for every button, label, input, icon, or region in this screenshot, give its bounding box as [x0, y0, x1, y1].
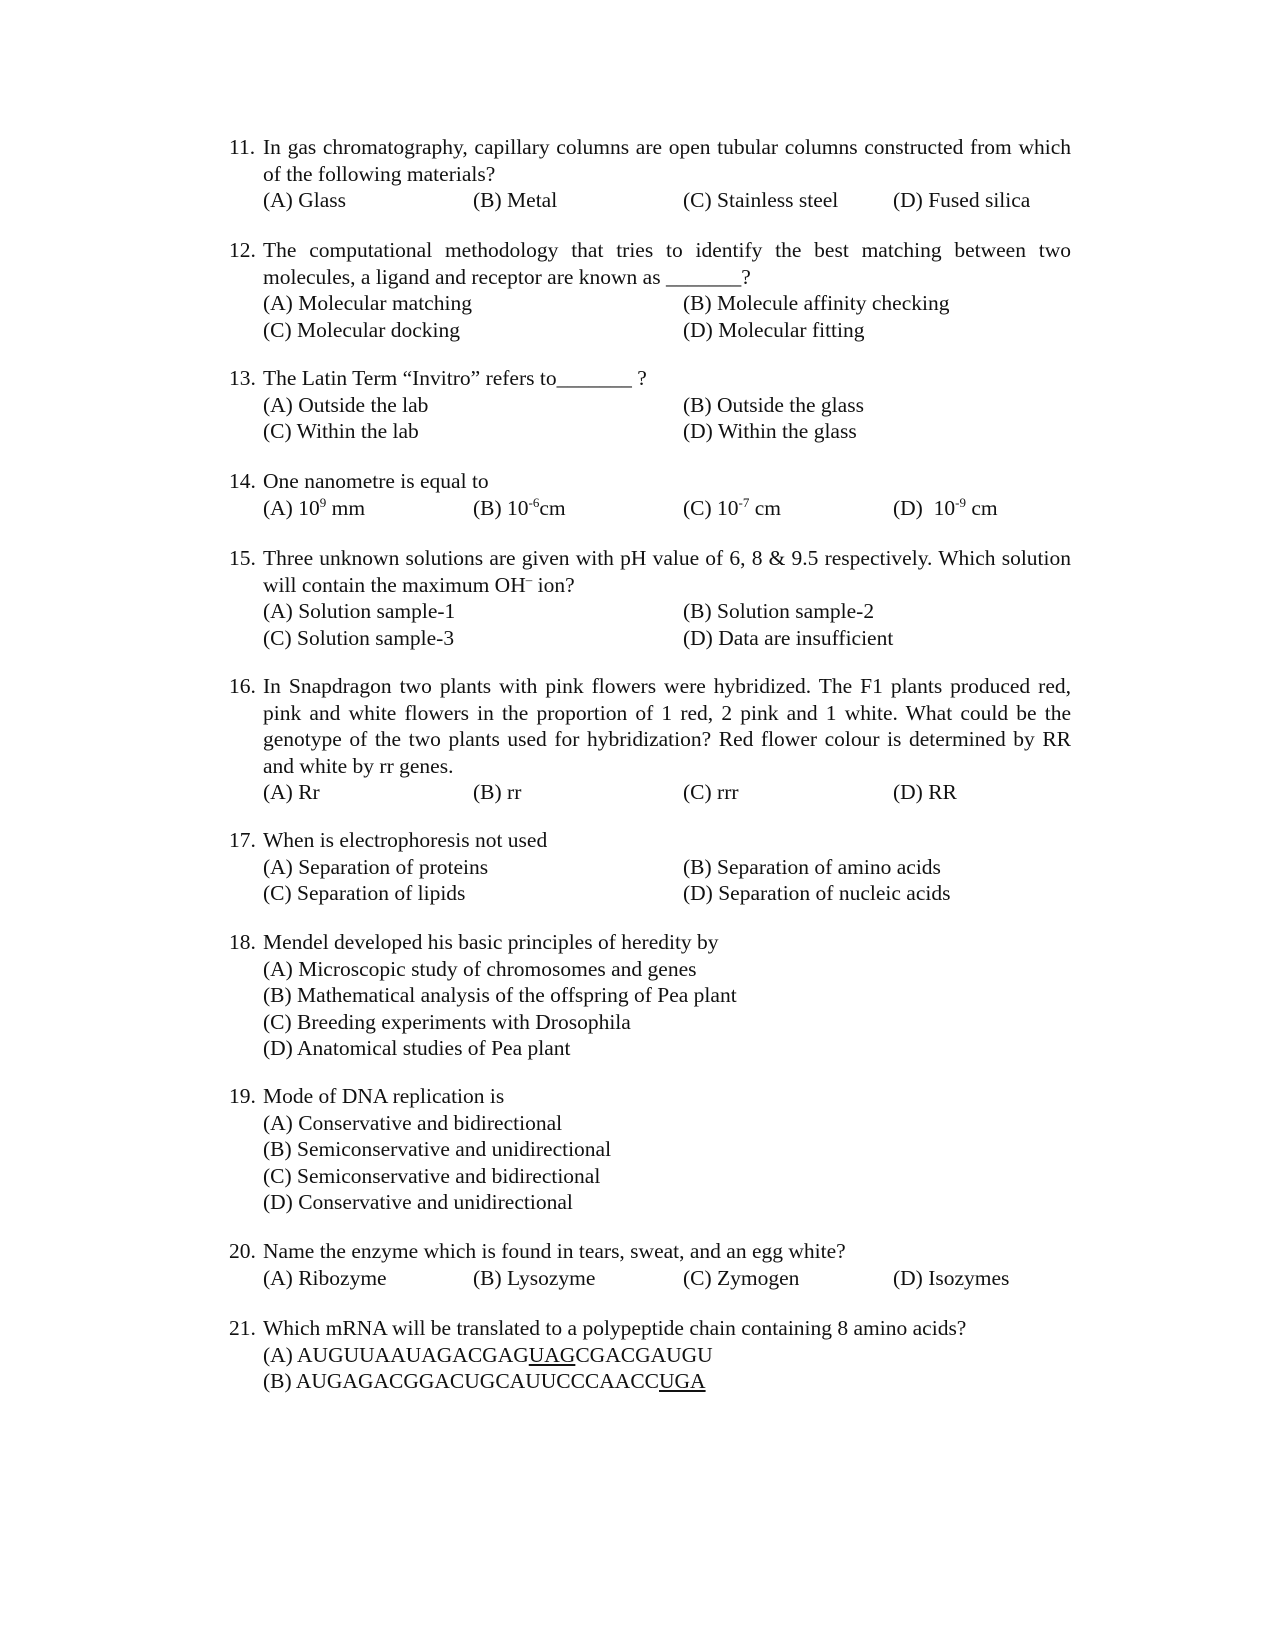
- option-b: (B) rr: [473, 780, 522, 804]
- option-d: (D) Separation of nucleic acids: [683, 881, 951, 905]
- question-text: Mendel developed his basic principles of heredity by: [263, 930, 719, 954]
- question-text: The Latin Term “Invitro” refers to_______ ?: [263, 366, 647, 390]
- question-number: 17.: [229, 828, 256, 852]
- option-c: (C) Stainless steel: [683, 188, 839, 212]
- question-text: In gas chromatography, capillary columns are open tubular columns constructed from which of the following materials?: [263, 135, 1071, 186]
- option-b: (B) Outside the glass: [683, 392, 864, 417]
- question-13: [229, 365, 1071, 445]
- question-number: 19.: [229, 1084, 256, 1108]
- option-c: (C) Solution sample-3: [263, 625, 455, 650]
- question-21: [229, 1315, 1071, 1395]
- option-a: (A) Ribozyme: [263, 1265, 387, 1290]
- option-b: (B) Molecule affinity checking: [683, 291, 950, 315]
- question-15: [229, 545, 1071, 651]
- option-d: (D) Molecular fitting: [683, 317, 865, 342]
- question-17: [229, 827, 1071, 907]
- question-text: In Snapdragon two plants with pink flowers were hybridized. The F1 plants produced red, pink and white flowers in the proportion of 1 red, 2 pink and 1 white. What could be the genotype of the two plants used for hybridization? Red flower colour is determined by RR and white by rr genes.: [263, 674, 1071, 778]
- option-a: (A) $10^9$ mm: [263, 494, 366, 520]
- question-number: 15.: [229, 546, 256, 570]
- option-a: (A) Molecular matching: [263, 291, 472, 315]
- option-b: (B) Separation of amino acids: [683, 854, 941, 879]
- option-c: (C) Zymogen: [683, 1265, 800, 1290]
- question-number: 18.: [229, 930, 256, 954]
- question-number: 12.: [229, 238, 256, 262]
- option-a: (A) Microscopic study of chromosomes and genes: [263, 956, 697, 981]
- option-b: (B) Mathematical analysis of the offspring of Pea plant: [263, 983, 737, 1007]
- option-c: (C) Breeding experiments with Drosophila: [263, 1009, 631, 1034]
- option-c: (C) Semiconservative and bidirectional: [263, 1163, 601, 1188]
- option-a: (A) Glass: [263, 188, 346, 212]
- question-text: Name the enzyme which is found in tears, sweat, and an egg white?: [263, 1239, 846, 1263]
- option-d: (D) Data are insufficient: [683, 625, 894, 650]
- option-b: (B) $10^{-6}cm$: [473, 494, 566, 520]
- question-text: Three unknown solutions are given with pH value of 6, 8 & 9.5 respectively. Which solution will contain the maximum OH– ion?: [263, 546, 1071, 597]
- question-14: [229, 468, 1071, 521]
- option-c: (C) Molecular docking: [263, 317, 461, 342]
- question-number: 14.: [229, 469, 256, 493]
- option-b: (B) Metal: [473, 188, 558, 212]
- question-text: One nanometre is equal to: [263, 469, 489, 493]
- option-c: (C) Within the lab: [263, 419, 419, 443]
- question-number: 11.: [229, 135, 256, 159]
- option-d: (D) Fused silica: [893, 188, 1031, 212]
- option-d: (D) Within the glass: [683, 419, 857, 443]
- option-b: (B) Solution sample-2: [683, 599, 875, 623]
- option-d: (D) $10^{-9}$ cm: [893, 494, 998, 520]
- question-19: [229, 1083, 1071, 1216]
- question-text: Mode of DNA replication is: [263, 1084, 505, 1108]
- option-d: (D) Conservative and unidirectional: [263, 1190, 573, 1214]
- option-c: (C) rrr: [683, 780, 739, 804]
- question-text: Which mRNA will be translated to a polypeptide chain containing 8 amino acids?: [263, 1316, 967, 1340]
- option-c: (C) $10^{-7}$ cm: [683, 494, 782, 520]
- question-text: The computational methodology that tries to identify the best matching between two molecules, a ligand and receptor are known as _______?: [263, 238, 1071, 289]
- question-20: [229, 1238, 1071, 1291]
- option-a: (A) Outside the lab: [263, 392, 429, 417]
- option-a: (A) AUGUUAAUAGACGAGUAGCGACGAUGU: [263, 1342, 713, 1367]
- stop-codon: UAG: [528, 1342, 576, 1367]
- option-a: (A) Separation of proteins: [263, 854, 489, 879]
- question-number: 16.: [229, 674, 256, 698]
- option-b: (B) Lysozyme: [473, 1265, 596, 1290]
- question-18: [229, 929, 1071, 1062]
- option-d: (D) Anatomical studies of Pea plant: [263, 1036, 571, 1060]
- option-d: (D) RR: [893, 780, 957, 804]
- option-a: (A) Rr: [263, 780, 320, 804]
- question-11: [229, 134, 1071, 214]
- option-a: (A) Solution sample-1: [263, 599, 456, 623]
- question-12: [229, 237, 1071, 343]
- question-16: [229, 673, 1071, 806]
- option-d: (D) Isozymes: [893, 1265, 1010, 1290]
- question-number: 13.: [229, 366, 256, 390]
- question-text: When is electrophoresis not used: [263, 828, 548, 852]
- option-a: (A) Conservative and bidirectional: [263, 1110, 563, 1135]
- question-number: 20.: [229, 1239, 256, 1263]
- question-number: 21.: [229, 1316, 256, 1340]
- option-c: (C) Separation of lipids: [263, 881, 466, 905]
- stop-codon: UGA: [659, 1369, 706, 1393]
- option-b: (B) AUGAGACGGACUGCAUUCCCAACCUGA: [263, 1369, 706, 1393]
- option-b: (B) Semiconservative and unidirectional: [263, 1137, 612, 1161]
